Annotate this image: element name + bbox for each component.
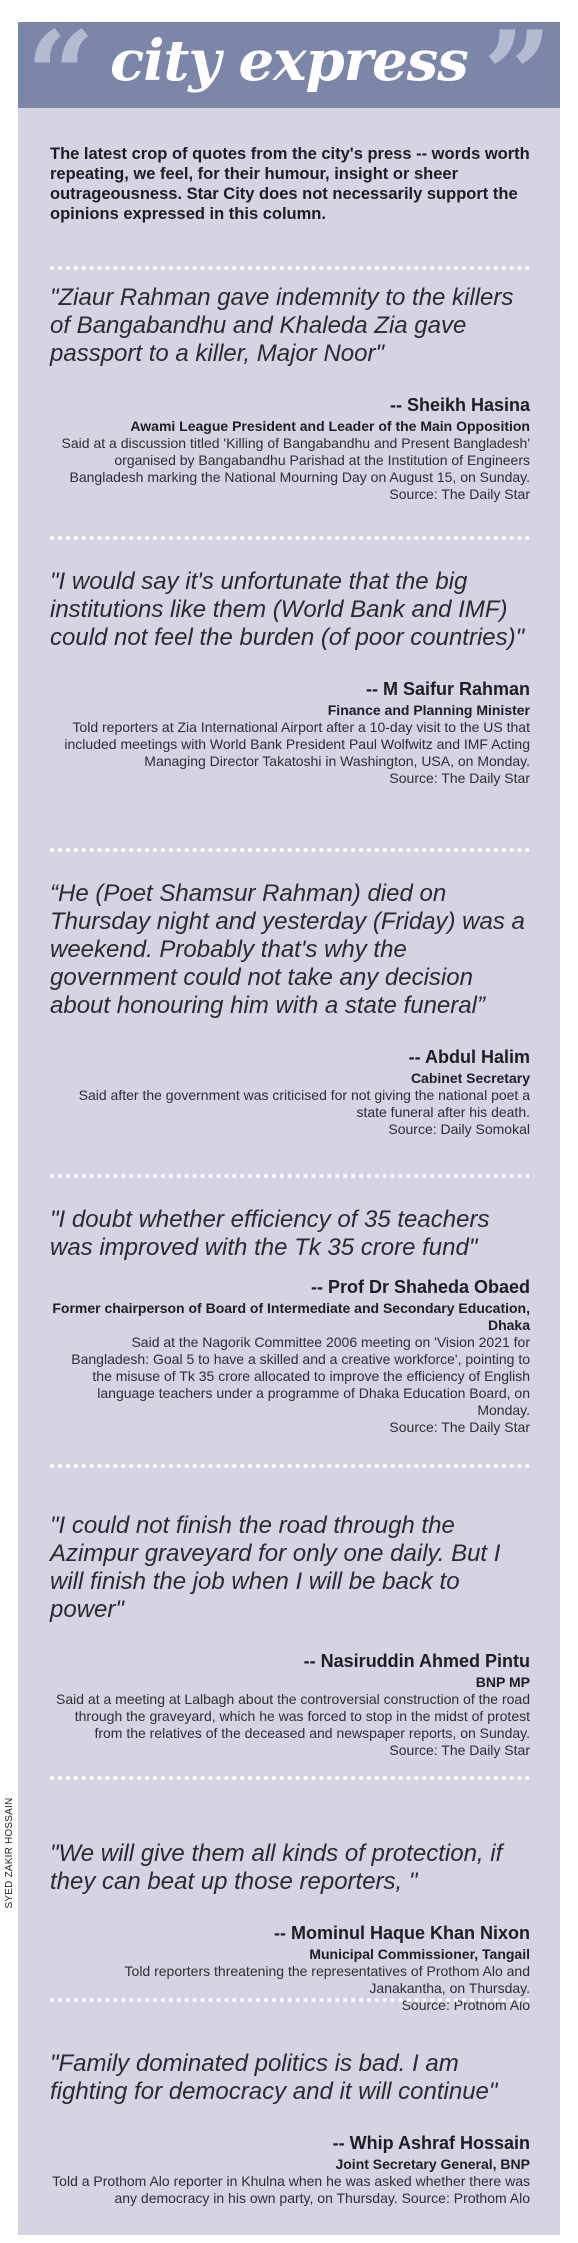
quote-context: Said at the Nagorik Committee 2006 meeting on 'Vision 2021 for Bangladesh: Goal 5 to have a skilled and a creative workforce', pointing to the misuse of Tk 35 crore allocated to improve the efficiency of English language teachers under a programme of Dhaka Education Board, on Monday.	[71, 1334, 530, 1418]
quote-context: Told reporters threatening the representatives of Prothom Alo and Janakantha, on Thursday.	[124, 1963, 530, 1996]
quote-entry	[50, 568, 530, 787]
quote-source: Source: The Daily Star	[389, 486, 530, 502]
quote-entry	[50, 2050, 530, 2207]
photo-credit: SYED ZAKIR HOSSAIN	[4, 1797, 15, 1909]
quote-text: “He (Poet Shamsur Rahman) died on Thursday night and yesterday (Friday) was a weekend. Probably that's why the government could not take any decision about honouring him with a state funeral”	[50, 880, 525, 1019]
attribution	[50, 2132, 530, 2207]
speaker-name: -- Sheikh Hasina	[389, 395, 530, 415]
quote-text: "We will give them all kinds of protection, if they can beat up those reporters, "	[50, 1840, 503, 1895]
quote-text: "I could not finish the road through the Azimpur graveyard for only one daily. But I will finish the job when I will be back to power"	[50, 1512, 501, 1623]
quote-source: Source: The Daily Star	[389, 1419, 530, 1435]
quote-source: Source: Prothom Alo	[397, 2190, 530, 2206]
attribution	[50, 678, 530, 787]
quote-entry	[50, 284, 530, 503]
speaker-name: -- Mominul Haque Khan Nixon	[274, 1923, 530, 1943]
column-title: city express	[110, 28, 468, 94]
dotted-divider	[50, 536, 530, 540]
speaker-role: BNP MP	[475, 1674, 530, 1690]
quote-context: Told a Prothom Alo reporter in Khulna when he was asked whether there was any democracy in his own party, on Thursday. Source: Prothom Alo	[52, 2173, 530, 2206]
dotted-divider	[50, 1998, 530, 2002]
speaker-role: Former chairperson of Board of Intermediate and Secondary Education, Dhaka	[52, 1300, 530, 1333]
quote-source: Source: Prothom Alo	[401, 1997, 530, 2013]
speaker-role: Joint Secretary General, BNP	[335, 2156, 530, 2172]
quote-entry	[50, 1512, 530, 1759]
quote-text: "I would say it's unfortunate that the big institutions like them (World Bank and IMF) could not feel the burden (of poor countries)"	[50, 568, 525, 651]
dotted-divider	[50, 1776, 530, 1780]
column-header	[18, 22, 560, 108]
speaker-name: -- M Saifur Rahman	[365, 679, 530, 699]
attribution	[50, 1046, 530, 1138]
close-quote-icon: ”	[482, 22, 552, 108]
speaker-role: Finance and Planning Minister	[327, 702, 530, 718]
speaker-name: -- Prof Dr Shaheda Obaed	[310, 1277, 530, 1297]
dotted-divider	[50, 266, 530, 270]
attribution	[50, 1650, 530, 1759]
dotted-divider	[50, 1174, 530, 1178]
quote-entry	[50, 1840, 530, 2014]
city-express-column	[18, 22, 560, 2235]
column-intro: The latest crop of quotes from the city's press -- words worth repeating, we feel, for their humour, insight or sheer outrageousness. Star City does not necessarily support the opinions expressed in this column.	[50, 145, 530, 223]
quote-entry	[50, 1206, 530, 1436]
quote-source: Source: The Daily Star	[389, 770, 530, 786]
quote-context: Said at a meeting at Lalbagh about the controversial construction of the road through the graveyard, which he was forced to stop in the midst of protest from the relatives of the deceased and newspaper reports, on Sunday.	[56, 1691, 530, 1741]
quote-text: "Ziaur Rahman gave indemnity to the killers of Bangabandhu and Khaleda Zia gave passport to a killer, Major Noor"	[50, 284, 514, 367]
speaker-role: Cabinet Secretary	[410, 1070, 530, 1086]
speaker-name: -- Whip Ashraf Hossain	[332, 2133, 530, 2153]
open-quote-icon: “	[26, 22, 96, 108]
attribution	[50, 394, 530, 503]
dotted-divider	[50, 1464, 530, 1468]
quote-context: Said after the government was criticised for not giving the national poet a state funeral after his death.	[78, 1087, 530, 1120]
quote-context: Told reporters at Zia International Airport after a 10-day visit to the US that included meetings with World Bank President Paul Wolfwitz and IMF Acting Managing Director Takatoshi in Washington, USA, on Monday.	[64, 719, 530, 769]
attribution	[50, 1276, 530, 1436]
quote-text: "Family dominated politics is bad. I am fighting for democracy and it will continue"	[50, 2050, 498, 2105]
quote-entry	[50, 880, 530, 1138]
quote-source: Source: Daily Somokal	[388, 1121, 530, 1137]
speaker-role: Municipal Commissioner, Tangail	[309, 1946, 530, 1962]
quote-context: Said at a discussion titled 'Killing of Bangabandhu and Present Bangladesh' organised by Bangabandhu Parishad at the Institution of Engineers Bangladesh marking the National Mourning Day on August 15, on Sunday.	[61, 435, 530, 485]
speaker-name: -- Nasiruddin Ahmed Pintu	[303, 1651, 530, 1671]
quote-text: "I doubt whether efficiency of 35 teachers was improved with the Tk 35 crore fund"	[50, 1206, 490, 1261]
dotted-divider	[50, 848, 530, 852]
speaker-role: Awami League President and Leader of the Main Opposition	[130, 418, 530, 434]
speaker-name: -- Abdul Halim	[408, 1047, 530, 1067]
quote-source: Source: The Daily Star	[389, 1742, 530, 1758]
